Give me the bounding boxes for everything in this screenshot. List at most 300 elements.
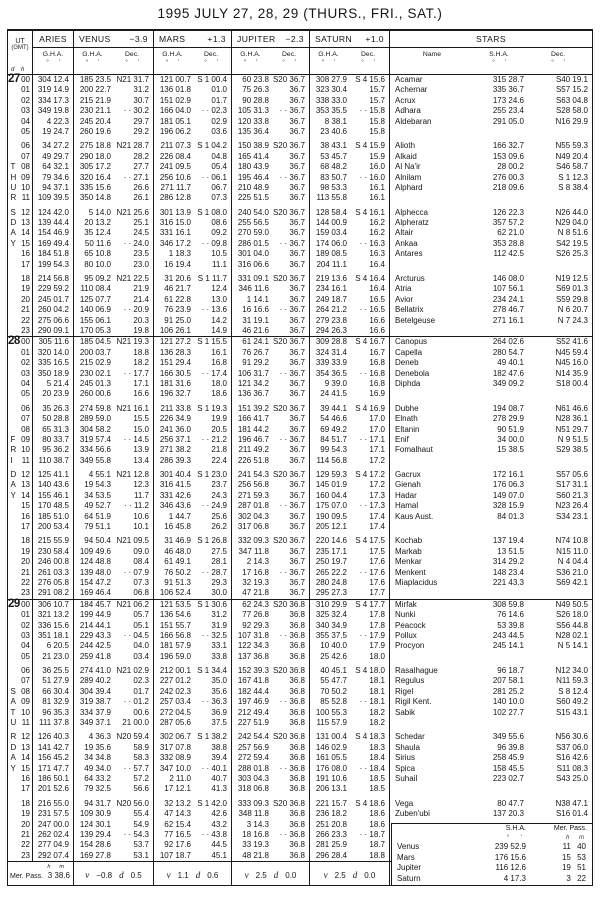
saturn-cell — [310, 830, 390, 840]
mars-gha: 346 43.6 — [159, 501, 191, 511]
mars-subheader: G.H.A. ° ′ Dec. ° ′ — [154, 48, 232, 74]
saturn-gha: 220 14.6 — [315, 536, 347, 546]
venus-gha: 155 06.1 — [79, 315, 111, 325]
day-block-29 — [8, 599, 592, 861]
venus-dec: 31.2 — [133, 85, 149, 95]
star-name — [390, 127, 474, 137]
hour-label: 05 — [21, 651, 30, 661]
jupiter-gha: 195 46.4 — [237, 172, 269, 182]
saturn-cell — [310, 316, 390, 326]
venus-dec: 54.9 — [133, 819, 149, 829]
saturn-v-value: 2.5 — [334, 871, 346, 881]
mars-cell — [154, 295, 232, 305]
ut-cell — [8, 774, 33, 784]
table-row — [8, 379, 592, 389]
venus-dec: 27.7 — [133, 162, 149, 172]
venus-gha: 139 48.0 — [79, 567, 111, 577]
page-title: 1995 JULY 27, 28, 29 (THURS., FRI., SAT.) — [157, 6, 443, 21]
mars-dec: 02.9 — [211, 116, 227, 126]
mars-gha: 76 50.2 — [164, 567, 191, 577]
star-dec: S69 42.1 — [555, 577, 588, 587]
mars-gha: 316 41.5 — [159, 480, 191, 490]
mars-gha: 106 26.1 — [159, 325, 191, 335]
ut-cell — [8, 295, 33, 305]
star-sha — [474, 389, 524, 399]
mars-cell — [154, 284, 232, 294]
hour-label: 00 — [21, 75, 30, 84]
saturn-gha: 310 29.9 — [315, 599, 347, 609]
saturn-cell — [310, 840, 390, 850]
jupiter-dec: S20 36.7 — [272, 403, 305, 413]
star-dec: N45 16.0 — [555, 358, 588, 368]
saturn-cell — [310, 106, 390, 116]
table-row — [8, 795, 592, 809]
star-name: Hamal — [395, 501, 419, 511]
venus-dec: 01.7 — [133, 686, 149, 696]
mars-dec: 30.0 — [211, 588, 227, 598]
saturn-gha: 160 04.4 — [315, 490, 347, 500]
table-row — [8, 512, 592, 522]
saturn-dec: 18.2 — [369, 718, 385, 728]
mars-cell — [154, 568, 232, 578]
saturn-gha: 249 18.7 — [315, 294, 347, 304]
saturn-dec: S 4 15.6 — [355, 75, 385, 84]
table-row — [8, 631, 592, 641]
sha-header-label: S.H.A. — [505, 825, 526, 833]
star-name: Antares — [395, 249, 423, 259]
weekday-letter: D — [10, 218, 17, 228]
ut-cell — [8, 480, 33, 490]
table-row — [8, 687, 592, 697]
aries-subheader — [33, 48, 74, 74]
hour-label: 11 — [21, 455, 30, 465]
star-name — [390, 260, 474, 270]
star-name: Procyon — [395, 641, 425, 651]
jupiter-dec: 36.7 — [289, 588, 305, 598]
venus-gha: 199 44.9 — [79, 610, 111, 620]
jupiter-cell — [232, 183, 310, 193]
mars-gha: 302 06.7 — [159, 732, 191, 742]
jupiter-gha: 167 41.8 — [237, 676, 269, 686]
venus-cell — [74, 239, 154, 249]
mars-dec: 11.1 — [212, 259, 227, 269]
mars-gha: 46 21.7 — [164, 284, 191, 294]
venus-gha: 169 46.4 — [79, 588, 111, 598]
saturn-gha: 39 44.1 — [320, 403, 347, 413]
venus-dec: 10.6 — [133, 511, 149, 521]
saturn-gha: 219 13.6 — [315, 274, 347, 284]
mars-cell — [154, 795, 232, 809]
jupiter-dec: 36.7 — [289, 480, 305, 490]
saturn-cell — [310, 456, 390, 466]
jupiter-dec: 36.8 — [289, 819, 305, 829]
jupiter-cell — [232, 512, 310, 522]
saturn-cell — [310, 358, 390, 368]
aries-gha: 261 03.3 — [33, 568, 74, 578]
hour-label: 11 — [21, 193, 30, 203]
saturn-cell — [310, 728, 390, 742]
saturn-dec: 16.6 — [369, 325, 385, 335]
star-cell — [390, 326, 592, 336]
jupiter-cell — [232, 830, 310, 840]
saturn-dec: 16.6 — [369, 315, 385, 325]
jupiter-dec: 36.7 — [289, 259, 305, 269]
venus-gha: 230 21.1 — [79, 106, 111, 116]
ut-cell — [8, 718, 33, 728]
weekday-letter: R — [10, 732, 17, 742]
star-sha: 291 05.0 — [492, 116, 524, 126]
star-dec: S60 21.3 — [555, 490, 588, 500]
jupiter-cell — [232, 795, 310, 809]
weekday-letter: A — [10, 697, 16, 707]
ut-cell — [8, 809, 33, 819]
venus-cell — [74, 466, 154, 480]
saturn-cell — [310, 578, 390, 588]
jupiter-dec: 36.7 — [289, 284, 305, 294]
mars-cell — [154, 379, 232, 389]
mars-gha: 77 16.5 — [164, 829, 191, 839]
jupiter-cell — [232, 697, 310, 707]
hour-label: 07 — [21, 414, 30, 424]
star-cell — [390, 466, 592, 480]
mars-cell — [154, 249, 232, 259]
hour-label: 22 — [21, 577, 30, 587]
venus-cell — [74, 743, 154, 753]
star-name-label: Name — [422, 51, 442, 58]
ut-cell — [8, 239, 33, 249]
jupiter-dec: S20 36.7 — [272, 274, 305, 284]
saturn-cell — [310, 774, 390, 784]
table-row — [8, 228, 592, 238]
saturn-cell — [310, 522, 390, 532]
star-sha: 234 24.1 — [492, 294, 524, 304]
ut-column-header — [8, 31, 33, 74]
mars-dec: 33.1 — [211, 641, 227, 651]
saturn-cell — [310, 96, 390, 106]
venus-dec: 13.9 — [133, 445, 149, 455]
star-sha: 255 23.4 — [492, 106, 524, 116]
star-sha: 357 57.2 — [492, 218, 524, 228]
venus-gha: 259 41.8 — [79, 651, 111, 661]
mars-cell — [154, 830, 232, 840]
venus-cell — [74, 358, 154, 368]
jupiter-name: JUPITER — [237, 34, 276, 44]
venus-gha: 319 38.7 — [79, 697, 111, 707]
mars-cell — [154, 456, 232, 466]
aries-gha: 156 45.2 — [33, 753, 74, 763]
jupiter-gha: 3 14.3 — [246, 819, 269, 829]
venus-dec: 24.5 — [133, 228, 149, 238]
jupiter-gha: 151 39.2 — [237, 403, 269, 413]
venus-gha: 170 05.3 — [79, 325, 111, 335]
star-name: Rigel — [395, 686, 414, 696]
aries-gha: 305 11.6 — [33, 337, 74, 347]
venus-gha: 49 34.0 — [84, 763, 111, 773]
ut-cell — [8, 795, 33, 809]
jupiter-cell — [232, 728, 310, 742]
jupiter-cell — [232, 295, 310, 305]
mer-pass-label: Mer. Pass. — [10, 873, 44, 881]
mars-dec: · · 28.7 — [201, 567, 227, 577]
aries-gha: 21 23.0 — [33, 652, 74, 662]
venus-cell — [74, 295, 154, 305]
saturn-gha: 338 33.0 — [315, 95, 347, 105]
ut-cell — [8, 784, 33, 794]
mars-cell — [154, 522, 232, 532]
jupiter-dec: 36.8 — [289, 718, 305, 728]
aries-gha: 215 55.9 — [33, 532, 74, 546]
star-sha: 349 55.6 — [492, 732, 524, 742]
star-sha: 335 36.7 — [492, 85, 524, 95]
jupiter-cell — [232, 326, 310, 336]
degree-minute-symbols: ° ′ — [125, 59, 139, 66]
saturn-gha: 99 54.3 — [320, 445, 347, 455]
jupiter-gha: 302 04.3 — [237, 511, 269, 521]
star-name: Kochab — [395, 536, 423, 546]
jupiter-gha: 272 59.4 — [237, 753, 269, 763]
jupiter-cell — [232, 743, 310, 753]
jupiter-cell — [232, 414, 310, 424]
jupiter-gha: 287 01.8 — [237, 501, 269, 511]
star-dec: N 9 51.5 — [557, 434, 588, 444]
jupiter-gha: 2 14.3 — [246, 557, 269, 567]
venus-dec: 25.1 — [133, 218, 149, 228]
mars-dec: 08.6 — [211, 218, 227, 228]
mars-dec: 38.8 — [211, 742, 227, 752]
aries-gha: 277 04.9 — [33, 840, 74, 850]
venus-cell — [74, 557, 154, 567]
saturn-dec: 16.4 — [369, 259, 385, 269]
aries-gha: 126 40.3 — [33, 728, 74, 742]
mars-dec: 26.2 — [211, 522, 227, 532]
stars-column-header: STARS — [475, 34, 506, 44]
mars-cell — [154, 532, 232, 546]
mars-gha: 316 15.0 — [159, 218, 191, 228]
table-row — [8, 597, 592, 610]
hour-label: 02 — [21, 95, 30, 105]
table-row — [8, 784, 592, 794]
venus-gha: 245 20.4 — [79, 116, 111, 126]
table-row — [8, 718, 592, 728]
venus-gha: 80 10.0 — [84, 259, 111, 269]
venus-dec: N21 06.2 — [116, 599, 149, 609]
table-row — [8, 239, 592, 249]
mars-cell — [154, 152, 232, 162]
saturn-dec: 17.9 — [369, 641, 385, 651]
hour-label: 14 — [21, 490, 30, 500]
mars-dec: · · 13.6 — [201, 305, 227, 315]
aries-gha: 246 00.8 — [33, 557, 74, 567]
table-row — [8, 557, 592, 567]
venus-gha: 304 39.4 — [79, 686, 111, 696]
hour-label: 12 — [21, 732, 30, 742]
star-sha: 96 39.8 — [497, 742, 524, 752]
star-name: Gienah — [395, 480, 421, 490]
hour-label: 19 — [21, 284, 30, 294]
star-dec — [524, 193, 592, 203]
saturn-gha: 294 26.3 — [315, 325, 347, 335]
saturn-gha: 174 06.0 — [315, 238, 347, 248]
mars-dec: 09.2 — [211, 228, 227, 238]
ut-cell — [8, 597, 33, 610]
star-dec: S52 41.6 — [555, 337, 588, 347]
hour-label: 06 — [21, 403, 30, 413]
saturn-gha: 235 17.1 — [315, 546, 347, 556]
venus-dec: 03.4 — [133, 651, 149, 661]
mars-cell — [154, 621, 232, 631]
star-cell — [390, 260, 592, 270]
column-names-row — [33, 31, 592, 48]
venus-dec: 58.3 — [133, 753, 149, 763]
mars-dec: 35.6 — [211, 686, 227, 696]
star-name: Eltanin — [395, 424, 420, 434]
saturn-cell — [310, 218, 390, 228]
mars-dec: 43.2 — [211, 819, 227, 829]
jupiter-gha: 16 16.6 — [242, 305, 269, 315]
jupiter-cell — [232, 249, 310, 259]
saturn-gha: 189 08.5 — [315, 249, 347, 259]
venus-cell — [74, 85, 154, 95]
mars-gha: 151 29.4 — [159, 358, 191, 368]
hour-label: 19 — [21, 546, 30, 556]
star-sha: 15 38.5 — [497, 445, 524, 455]
saturn-magnitude: +1.0 — [365, 34, 384, 44]
saturn-dec: · · 17.1 — [359, 434, 385, 444]
jupiter-cell — [232, 117, 310, 127]
mars-gha: 61 22.8 — [164, 294, 191, 304]
saturn-column-header — [310, 31, 390, 47]
mars-dec: · · 21.2 — [201, 434, 227, 444]
star-name: Regulus — [395, 676, 425, 686]
jupiter-dec: 36.7 — [289, 358, 305, 368]
ut-cell — [8, 369, 33, 379]
jupiter-cell — [232, 676, 310, 686]
star-cell — [390, 784, 592, 794]
ut-cell — [8, 631, 33, 641]
ut-cell — [8, 117, 33, 127]
saturn-gha: 323 30.4 — [315, 85, 347, 95]
table-row — [8, 337, 592, 347]
star-dec: N74 10.8 — [555, 536, 588, 546]
saturn-cell — [310, 348, 390, 358]
mars-cell — [154, 204, 232, 218]
jupiter-cell — [232, 662, 310, 676]
jupiter-dec: · · 36.8 — [279, 697, 305, 707]
venus-cell — [74, 348, 154, 358]
star-dec: S63 04.8 — [555, 95, 588, 105]
saturn-dec: 16.8 — [369, 378, 385, 388]
star-name — [390, 193, 474, 203]
weekday-letter: R — [10, 193, 17, 203]
day-number: 27 — [8, 73, 20, 85]
ut-cell — [8, 568, 33, 578]
mars-gha: 91 51.3 — [164, 577, 191, 587]
star-dec: N45 59.4 — [555, 347, 588, 357]
ut-cell — [8, 840, 33, 850]
ut-cell — [8, 435, 33, 445]
ut-cell — [8, 547, 33, 557]
star-sha — [474, 718, 524, 728]
saturn-dec: 15.8 — [369, 116, 385, 126]
saturn-dec: 17.0 — [369, 424, 385, 434]
saturn-cell — [310, 260, 390, 270]
jupiter-gha: 106 31.7 — [237, 368, 269, 378]
mars-vd-cell: v 1.1 d 0.6 — [154, 862, 232, 885]
jupiter-gha: 242 54.4 — [237, 732, 269, 742]
star-dec: N28 36.1 — [555, 414, 588, 424]
saturn-cell — [310, 400, 390, 414]
table-row — [8, 480, 592, 490]
venus-dec: 28.2 — [133, 151, 149, 161]
mars-cell — [154, 260, 232, 270]
venus-cell — [74, 326, 154, 336]
hour-label: 15 — [21, 763, 30, 773]
ut-cell — [8, 75, 33, 85]
saturn-dec: 18.3 — [369, 742, 385, 752]
saturn-dec: 16.1 — [369, 193, 385, 203]
jupiter-cell — [232, 557, 310, 567]
table-row — [8, 662, 592, 676]
hour-label: 21 — [21, 305, 30, 315]
mars-cell — [154, 137, 232, 151]
venus-dec: · · 24.0 — [123, 238, 149, 248]
star-cell — [390, 348, 592, 358]
star-name: Altair — [395, 228, 414, 238]
star-sha: 314 29.2 — [492, 557, 524, 567]
star-sha: 146 08.0 — [492, 274, 524, 284]
saturn-dec: 18.8 — [369, 850, 385, 860]
ut-cell — [8, 728, 33, 742]
saturn-gha: 10 40.0 — [320, 641, 347, 651]
mars-dec: S 1 19.3 — [197, 403, 227, 413]
mars-dec: 01.0 — [211, 85, 227, 95]
star-name: Alpheratz — [395, 218, 429, 228]
mars-gha: 17 12.1 — [164, 784, 191, 794]
jupiter-gha: 271 59.3 — [237, 490, 269, 500]
mars-gha: 257 03.4 — [159, 697, 191, 707]
mars-gha: 121 27.2 — [159, 337, 191, 347]
mars-d-value: 0.6 — [207, 871, 219, 881]
jupiter-dec: S20 36.7 — [272, 141, 305, 151]
table-row — [8, 501, 592, 511]
aries-gha: 350 18.9 — [33, 369, 74, 379]
saturn-dec: S 4 16.1 — [355, 207, 385, 217]
star-sha — [474, 326, 524, 336]
star-cell — [390, 728, 592, 742]
mars-cell — [154, 588, 232, 598]
hour-label: 06 — [21, 141, 30, 151]
saturn-dec: 15.9 — [369, 151, 385, 161]
mars-gha: 166 04.0 — [159, 106, 191, 116]
jupiter-dec: S20 36.8 — [272, 732, 305, 742]
venus-gha: 230 02.1 — [79, 368, 111, 378]
mars-dec: S 1 04.2 — [197, 141, 227, 151]
star-dec — [524, 522, 592, 532]
jupiter-gha: 166 41.7 — [237, 414, 269, 424]
star-cell — [390, 718, 592, 728]
star-dec — [524, 588, 592, 598]
star-name: Elnath — [395, 414, 418, 424]
venus-gha: 110 08.4 — [80, 284, 111, 294]
venus-dec: 23.5 — [133, 249, 149, 259]
jupiter-cell — [232, 610, 310, 620]
ut-cell — [8, 522, 33, 532]
ut-cell — [8, 127, 33, 137]
venus-cell — [74, 75, 154, 85]
hour-label: 23 — [21, 850, 30, 860]
mars-cell — [154, 743, 232, 753]
venus-dec: 05.7 — [133, 610, 149, 620]
